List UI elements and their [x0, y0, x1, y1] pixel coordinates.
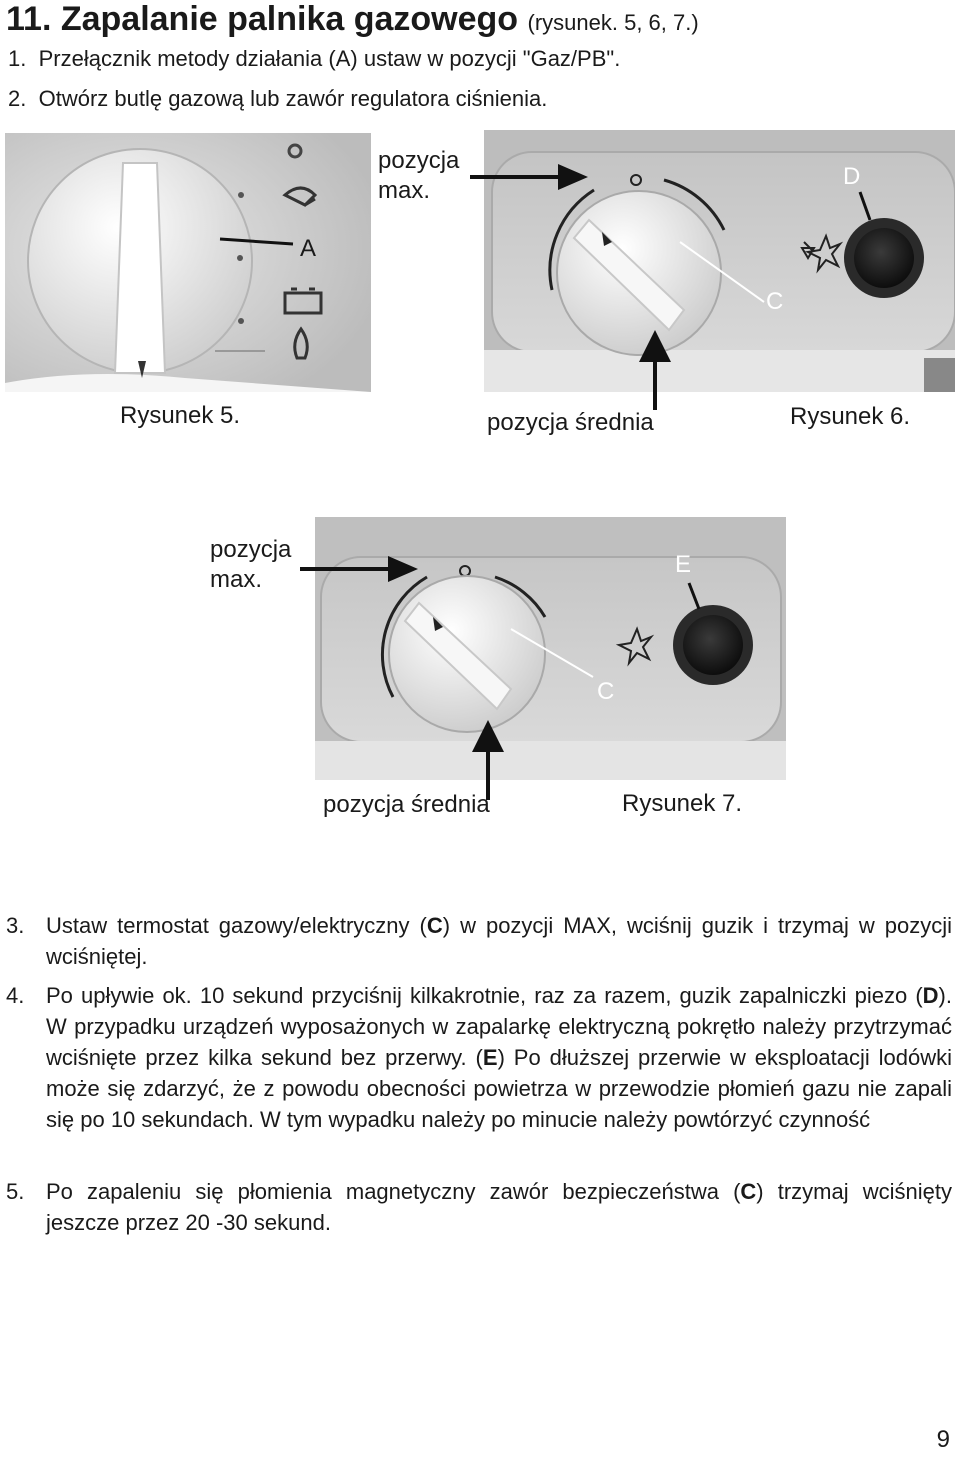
step-3-num: 3.: [6, 913, 25, 938]
section-title: [6, 0, 699, 39]
intro-step-2: [8, 86, 547, 112]
figure6-mid-arrow: [635, 330, 675, 410]
section-title-text: 11. Zapalanie palnika gazowego: [6, 0, 519, 38]
instruction-step-4: [6, 980, 952, 1135]
figure5-caption: Rysunek 5.: [120, 402, 241, 429]
figure7-label-mid: pozycja średnia: [323, 791, 490, 818]
page-number: 9: [936, 1426, 950, 1453]
figure5-photo: [5, 133, 371, 392]
step-5-num: 5.: [6, 1179, 25, 1204]
step-4-ref-e: E: [482, 1045, 498, 1070]
figure6-label-max: pozycja max.: [378, 147, 460, 204]
figure7-label-c: C: [597, 678, 615, 705]
step-3-ref-c: C: [426, 913, 443, 938]
figure6-label-c: C: [766, 288, 784, 315]
step-3-text: Ustaw termostat gazowy/elektryczny (C) w pozycji MAX, wciśnij guzik i trzymaj w pozycji wciśniętej.: [46, 913, 952, 969]
instruction-step-5: [6, 1176, 952, 1238]
figure7-mid-arrow: [468, 720, 508, 800]
figure7-caption: Rysunek 7.: [622, 790, 743, 817]
figure7-label-max: pozycja max.: [210, 536, 292, 593]
section-subtitle: (rysunek. 5, 6, 7.): [527, 10, 699, 35]
step-4-ref-d: D: [922, 983, 939, 1008]
intro-step-1: [8, 46, 620, 72]
intro-step-2-text: Otwórz butlę gazową lub zawór regulatora ciśnienia.: [38, 86, 548, 111]
intro-step-1-num: 1.: [8, 46, 27, 71]
step-5-ref-c: C: [740, 1179, 757, 1204]
instruction-step-3: [6, 910, 952, 972]
figure6-caption: Rysunek 6.: [790, 403, 911, 430]
figure7-max-arrow: [300, 552, 420, 592]
step-4-text: Po upływie ok. 10 sekund przyciśnij kilkakrotnie, raz za razem, guzik zapalniczki piezo (D). W przypadku urządzeń wyposażonych w zapalarkę elektryczną pokrętło należy przytrzymać wciśnięte przez kilka sekund bez przerwy. (E) Po dłuższej przerwie w eksploatacji lodówki może się zdarzyć, że z powodu obecności powietrza w przewodzie płomień gazu nie zapali się po 10 sekundach. W tym wypadku należy po minucie należy powtórzyć czynność: [46, 983, 952, 1132]
figure6-label-d: D: [843, 163, 861, 190]
figure6-label-mid: pozycja średnia: [487, 409, 654, 436]
intro-step-1-text: Przełącznik metody działania (A) ustaw w pozycji "Gaz/PB".: [38, 46, 621, 71]
intro-step-2-num: 2.: [8, 86, 27, 111]
figure7-label-e: E: [675, 551, 692, 578]
step-5-text: Po zapaleniu się płomienia magnetyczny zawór bezpieczeństwa (C) trzymaj wciśnięty jeszcze przez 20 -30 sekund.: [46, 1179, 952, 1235]
step-4-num: 4.: [6, 983, 25, 1008]
figure5-label-a: A: [300, 235, 317, 262]
figure6-max-arrow: [470, 160, 590, 200]
